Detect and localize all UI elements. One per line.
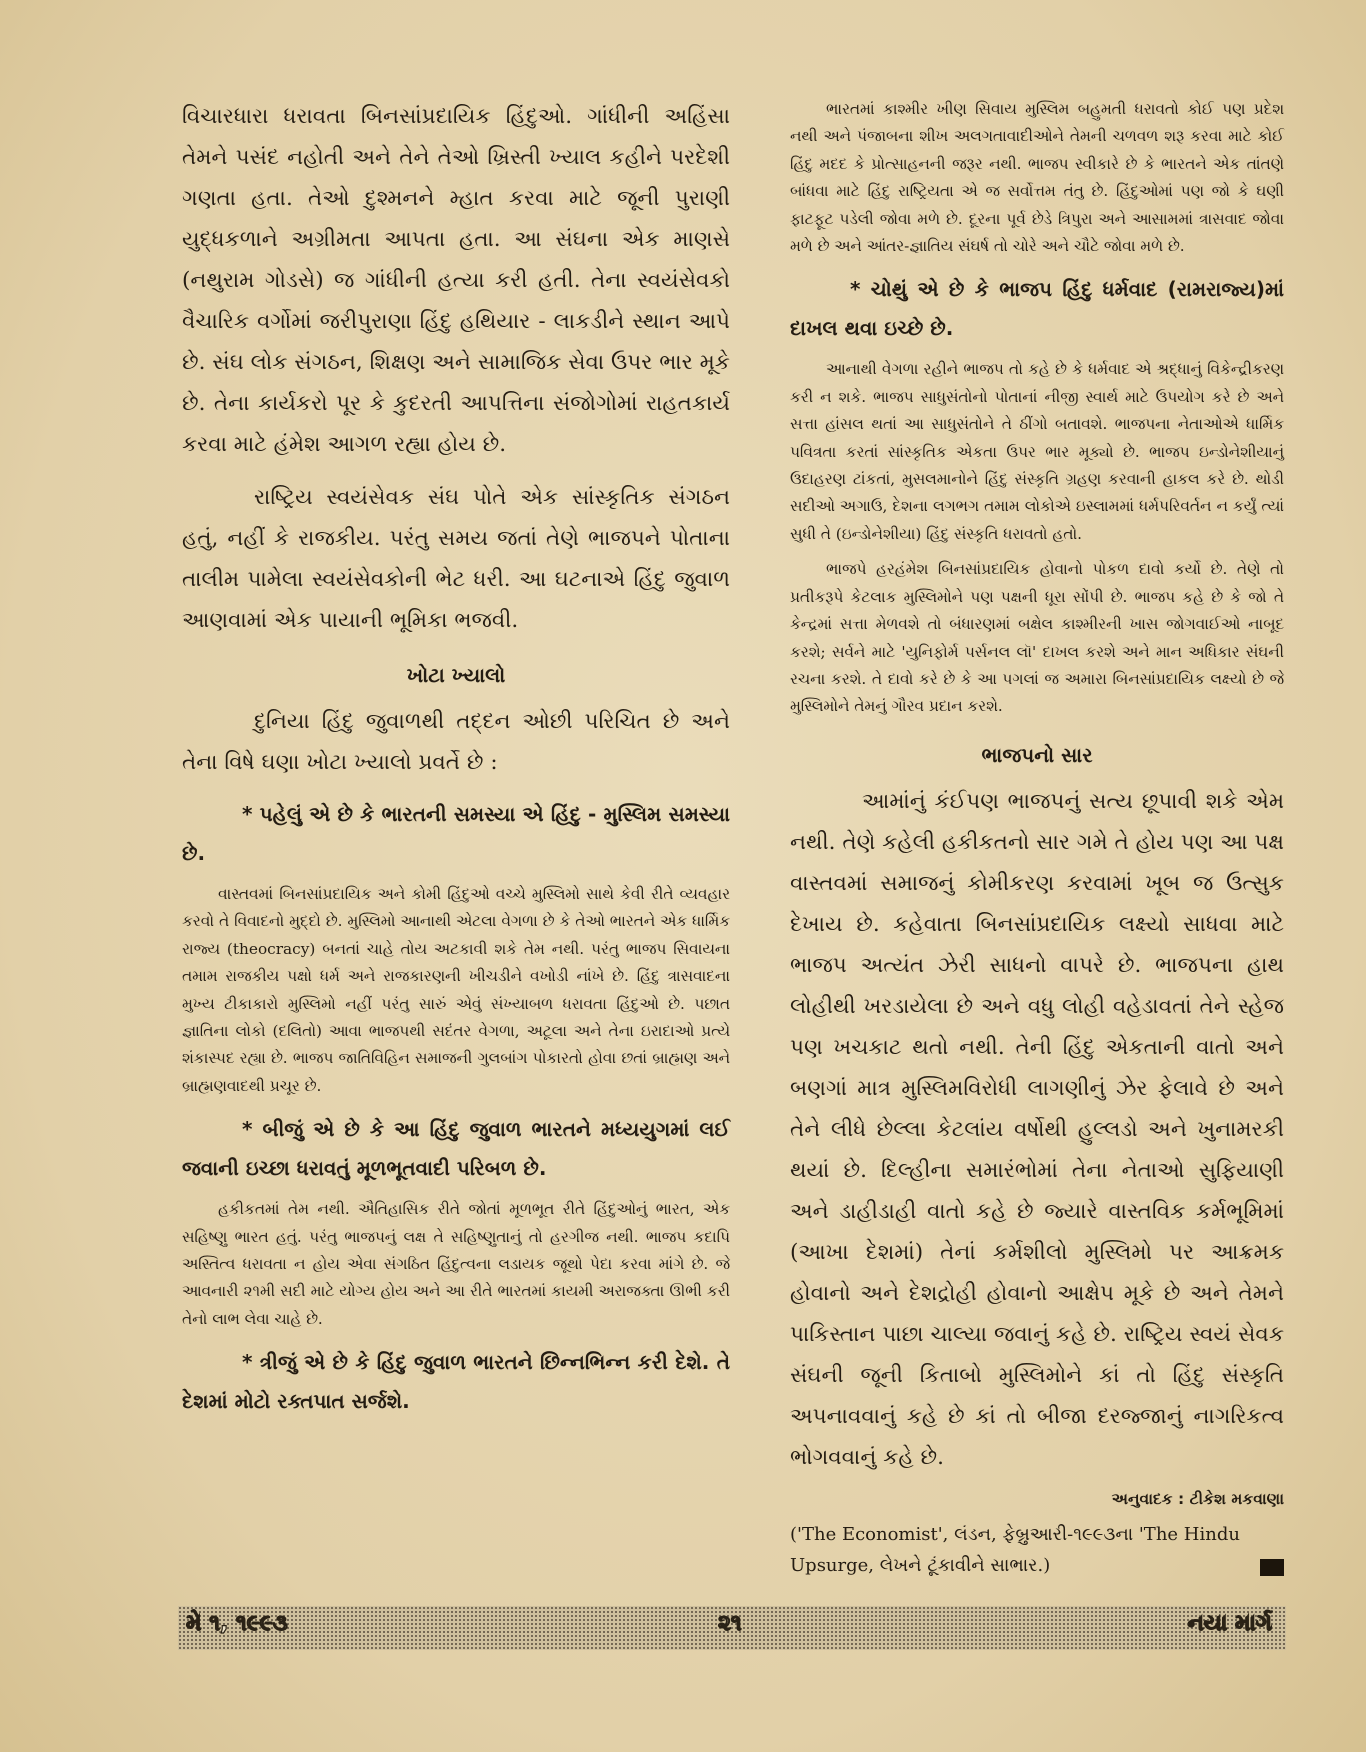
page-footer	[178, 1606, 1286, 1650]
left-paragraph-3: દુનિયા હિંદુ જુવાળથી તદ્દન ઓછી પરિચિત છે અને તેના વિષે ઘણા ખોટા ખ્યાલો પ્રવર્તે છે :	[182, 709, 730, 775]
misconception-3: * ત્રીજું એ છે કે હિંદુ જુવાળ ભારતને છિન્નભિન્ન કરી દેશે. તે દેશમાં મોટો રક્તપાત સર્જશે.	[182, 1350, 730, 1414]
section-heading-misconceptions: ખોટા ખ્યાલો	[406, 663, 506, 687]
left-column	[182, 96, 730, 1429]
left-paragraph-4: વાસ્તવમાં બિનસાંપ્રદાયિક અને કોમી હિંદુઓ વચ્ચે મુસ્લિમો સાથે કેવી રીતે વ્યવહાર કરવો તે વિવાદનો મુદ્દો છે. મુસ્લિમો આનાથી એટલા વેગળા છે કે તેઓ ભારતને એક ધાર્મિક રાજ્ય (theocracy) બનતાં ચાહે તોય અટકાવી શકે તેમ નથી. પરંતુ ભાજપ સિવાયના તમામ રાજકીય પક્ષો ધર્મ અને રાજકારણની ખીચડીને વખોડી નાંખે છે. હિંદુ ત્રાસવાદના મુખ્ય ટીકાકારો મુસ્લિમો નહીં પરંતુ સારું એવું સંખ્યાબળ ધરાવતા હિંદુઓ છે. પછાત જ્ઞાતિના લોકો (દલિતો) આવા ભાજપથી સદંતર વેગળા, અટૂલા અને તેના ઇરાદાઓ પ્રત્યે શંકાસ્પદ રહ્યા છે. ભાજપ જાતિવિહિન સમાજની ગુલબાંગ પોકારતો હોવા છતાં બ્રાહ્મણ અને બ્રાહ્મણવાદથી પ્રચૂર છે.	[182, 885, 730, 1095]
right-paragraph-2: આનાથી વેગળા રહીને ભાજપ તો કહે છે કે ધર્મવાદ એ શ્રદ્ધાનું વિકેન્દ્રીકરણ કરી ન શકે. ભાજપ સાધુસંતોનો પોતાનાં નીજી સ્વાર્થ માટે ઉપયોગ કરે છે અને સત્તા હાંસલ થતાં આ સાધુસંતોને તે ઠીંગો બતાવશે. ભાજપના નેતાઓએ ધાર્મિક પવિત્રતા કરતાં સાંસ્કૃતિક એકતા ઉપર ભાર મૂક્યો છે. ભાજપ ઇન્ડોનેશીયાનું ઉદાહરણ ટાંકતાં, મુસલમાનોને હિંદુ સંસ્કૃતિ ગ્રહણ કરવાની હાકલ કરે છે. થોડી સદીઓ અગાઉ, દેશના લગભગ તમામ લોકોએ ઇસ્લામમાં ધર્મપરિવર્તન ન કર્યું ત્યાં સુધી તે (ઇન્ડોનેશીયા) હિંદુ સંસ્કૃતિ ધરાવતો હતો.	[790, 360, 1284, 543]
footer-magazine-name: નયા માર્ગ	[1187, 1611, 1272, 1636]
right-column	[790, 96, 1284, 1581]
left-paragraph-1: વિચારધારા ધરાવતા બિનસાંપ્રદાયિક હિંદુઓ. ગાંધીની અહિંસા તેમને પસંદ નહોતી અને તેને તેઓ ખ્રિસ્તી ખ્યાલ કહીને પરદેશી ગણતા હતા. તેઓ દુશ્મનને મ્હાત કરવા માટે જૂની પુરાણી યુદ્ધકળાને અગ્રીમતા આપતા હતા. આ સંઘના એક માણસે (નથુરામ ગોડસે) જ ગાંધીની હત્યા કરી હતી. તેના સ્વયંસેવકો વૈચારિક વર્ગોમાં જરીપુરાણા હિંદુ હથિયાર - લાકડીને સ્થાન આપે છે. સંઘ લોક સંગઠન, શિક્ષણ અને સામાજિક સેવા ઉપર ભાર મૂકે છે. તેના કાર્યકરો પૂર કે કુદરતી આપત્તિના સંજોગોમાં રાહતકાર્ય કરવા માટે હંમેશ આગળ રહ્યા હોય છે.	[182, 104, 730, 457]
end-of-article-mark	[1260, 1559, 1284, 1576]
misconception-4: * ચોથું એ છે કે ભાજપ હિંદુ ધર્મવાદ (રામરાજ્ય)માં દાખલ થવા ઇચ્છે છે.	[790, 277, 1284, 341]
source-credit	[790, 1519, 1284, 1581]
footer-date: મે ૧, ૧૯૯૩	[186, 1611, 288, 1636]
right-paragraph-4: આમાંનું કંઈપણ ભાજપનું સત્ય છૂપાવી શકે એમ નથી. તેણે કહેલી હકીકતનો સાર ગમે તે હોય પણ આ પક્ષ વાસ્તવમાં સમાજનું કોમીકરણ કરવામાં ખૂબ જ ઉત્સુક દેખાય છે. કહેવાતા બિનસાંપ્રદાયિક લક્ષ્યો સાધવા માટે ભાજપ અત્યંત ઝેરી સાધનો વાપરે છે. ભાજપના હાથ લોહીથી ખરડાયેલા છે અને વધુ લોહી વહેડાવતાં તેને સ્હેજ પણ ખચકાટ થતો નથી. તેની હિંદુ એકતાની વાતો અને બણગાં માત્ર મુસ્લિમવિરોધી લાગણીનું ઝેર ફેલાવે છે અને તેને લીધે છેલ્લા કેટલાંય વર્ષોથી હુલ્લડો અને ખુનામરકી થયાં છે. દિલ્હીના સમારંભોમાં તેના નેતાઓ સુફિયાણી અને ડાહીડાહી વાતો કહે છે જ્યારે વાસ્તવિક કર્મભૂમિમાં (આખા દેશમાં) તેનાં કર્મશીલો મુસ્લિમો પર આક્રમક હોવાનો અને દેશદ્રોહી હોવાનો આક્ષેપ મૂકે છે અને તેમને પાકિસ્તાન પાછા ચાલ્યા જવાનું કહે છે. રાષ્ટ્રિય સ્વયં સેવક સંઘની જૂની કિતાબો મુસ્લિમોને કાં તો હિંદુ સંસ્કૃતિ અપનાવવાનું કહે છે કાં તો બીજા દરજ્જાનું નાગરિકત્વ ભોગવવાનું કહે છે.	[790, 788, 1284, 1470]
left-paragraph-5: હકીકતમાં તેમ નથી. ઐતિહાસિક રીતે જોતાં મૂળભૂત રીતે હિંદુઓનું ભારત, એક સહિષ્ણુ ભારત હતું. પરંતુ ભાજપનું લક્ષ તે સહિષ્ણુતાનું તો હરગીજ નથી. ભાજપ કદાપિ અસ્તિત્વ ધરાવતા ન હોય એવા સંગઠિત હિંદુત્વના લડાયક જૂથો પેદા કરવા માંગે છે. જે આવનારી ૨૧મી સદી માટે યોગ્ય હોય અને આ રીતે ભારતમાં કાયમી અરાજક્તા ઊભી કરી તેનો લાભ લેવા ચાહે છે.	[182, 1200, 730, 1328]
left-paragraph-2: રાષ્ટ્રિય સ્વયંસેવક સંઘ પોતે એક સાંસ્કૃતિક સંગઠન હતું, નહીં કે રાજકીય. પરંતુ સમય જતાં તેણે ભાજપને પોતાના તાલીમ પામેલા સ્વયંસેવકોની ભેટ ધરી. આ ઘટનાએ હિંદુ જુવાળ આણવામાં એક પાયાની ભૂમિકા ભજવી.	[182, 485, 730, 633]
right-paragraph-3: ભાજપે હરહંમેશ બિનસાંપ્રદાયિક હોવાનો પોકળ દાવો કર્યો છે. તેણે તો પ્રતીકરૂપે કેટલાક મુસ્લિમોને પણ પક્ષની ધૂરા સોંપી છે. ભાજપ કહે છે કે જો તે કેન્દ્રમાં સત્તા મેળવશે તો બંધારણમાં બક્ષેલ કાશ્મીરની ખાસ જોગવાઈઓ નાબૂદ કરશે; સર્વને માટે 'યુનિફોર્મ પર્સનલ લૉ' દાખલ કરશે અને માન અધિકાર સંઘની રચના કરશે. તે દાવો કરે છે કે આ પગલાં જ અમારા બિનસાંપ્રદાયિક લક્ષ્યો છે જે મુસ્લિમોને તેમનું ગૌરવ પ્રદાન કરશે.	[790, 560, 1284, 716]
source-credit-text: ('The Economist', લંડન, ફેબ્રુઆરી-૧૯૯૩ના 'The Hindu Upsurge, લેખને ટૂંકાવીને સાભાર.)	[790, 1523, 1240, 1576]
section-heading-bjp-summary: ભાજપનો સાર	[981, 742, 1093, 767]
right-paragraph-1: ભારતમાં કાશ્મીર ખીણ સિવાય મુસ્લિમ બહુમતી ધરાવતો કોઈ પણ પ્રદેશ નથી અને પંજાબના શીખ અલગતાવાદીઓને તેમની ચળવળ શરૂ કરવા માટે કોઈ હિંદુ મદદ કે પ્રોત્સાહનની જરૂર નથી. ભાજપ સ્વીકારે છે કે ભારતને એક તાંતણે બાંધવા માટે હિંદુ રાષ્ટ્રિયતા એ જ સર્વોત્તમ તંતુ છે. હિંદુઓમાં પણ જો કે ઘણી ફાટફૂટ પડેલી જોવા મળે છે. દૂરના પૂર્વ છેડે ત્રિપુરા અને આસામમાં ત્રાસવાદ જોવા મળે છે અને આંતર-જ્ઞાતિય સંઘર્ષ તો ચોરે અને ચૌટે જોવા મળે છે.	[790, 100, 1284, 256]
misconception-2: * બીજું એ છે કે આ હિંદુ જુવાળ ભારતને મધ્યયુગમાં લઈ જવાની ઇચ્છા ધરાવતું મૂળભૂતવાદી પરિબળ છે.	[182, 1117, 730, 1181]
translator-credit: અનુવાદક : ટીકેશ મકવાણા	[1111, 1489, 1284, 1508]
misconception-1: * પહેલું એ છે કે ભારતની સમસ્યા એ હિંદુ - મુસ્લિમ સમસ્યા છે.	[182, 802, 730, 865]
footer-page-number: ૨૧	[718, 1611, 742, 1636]
